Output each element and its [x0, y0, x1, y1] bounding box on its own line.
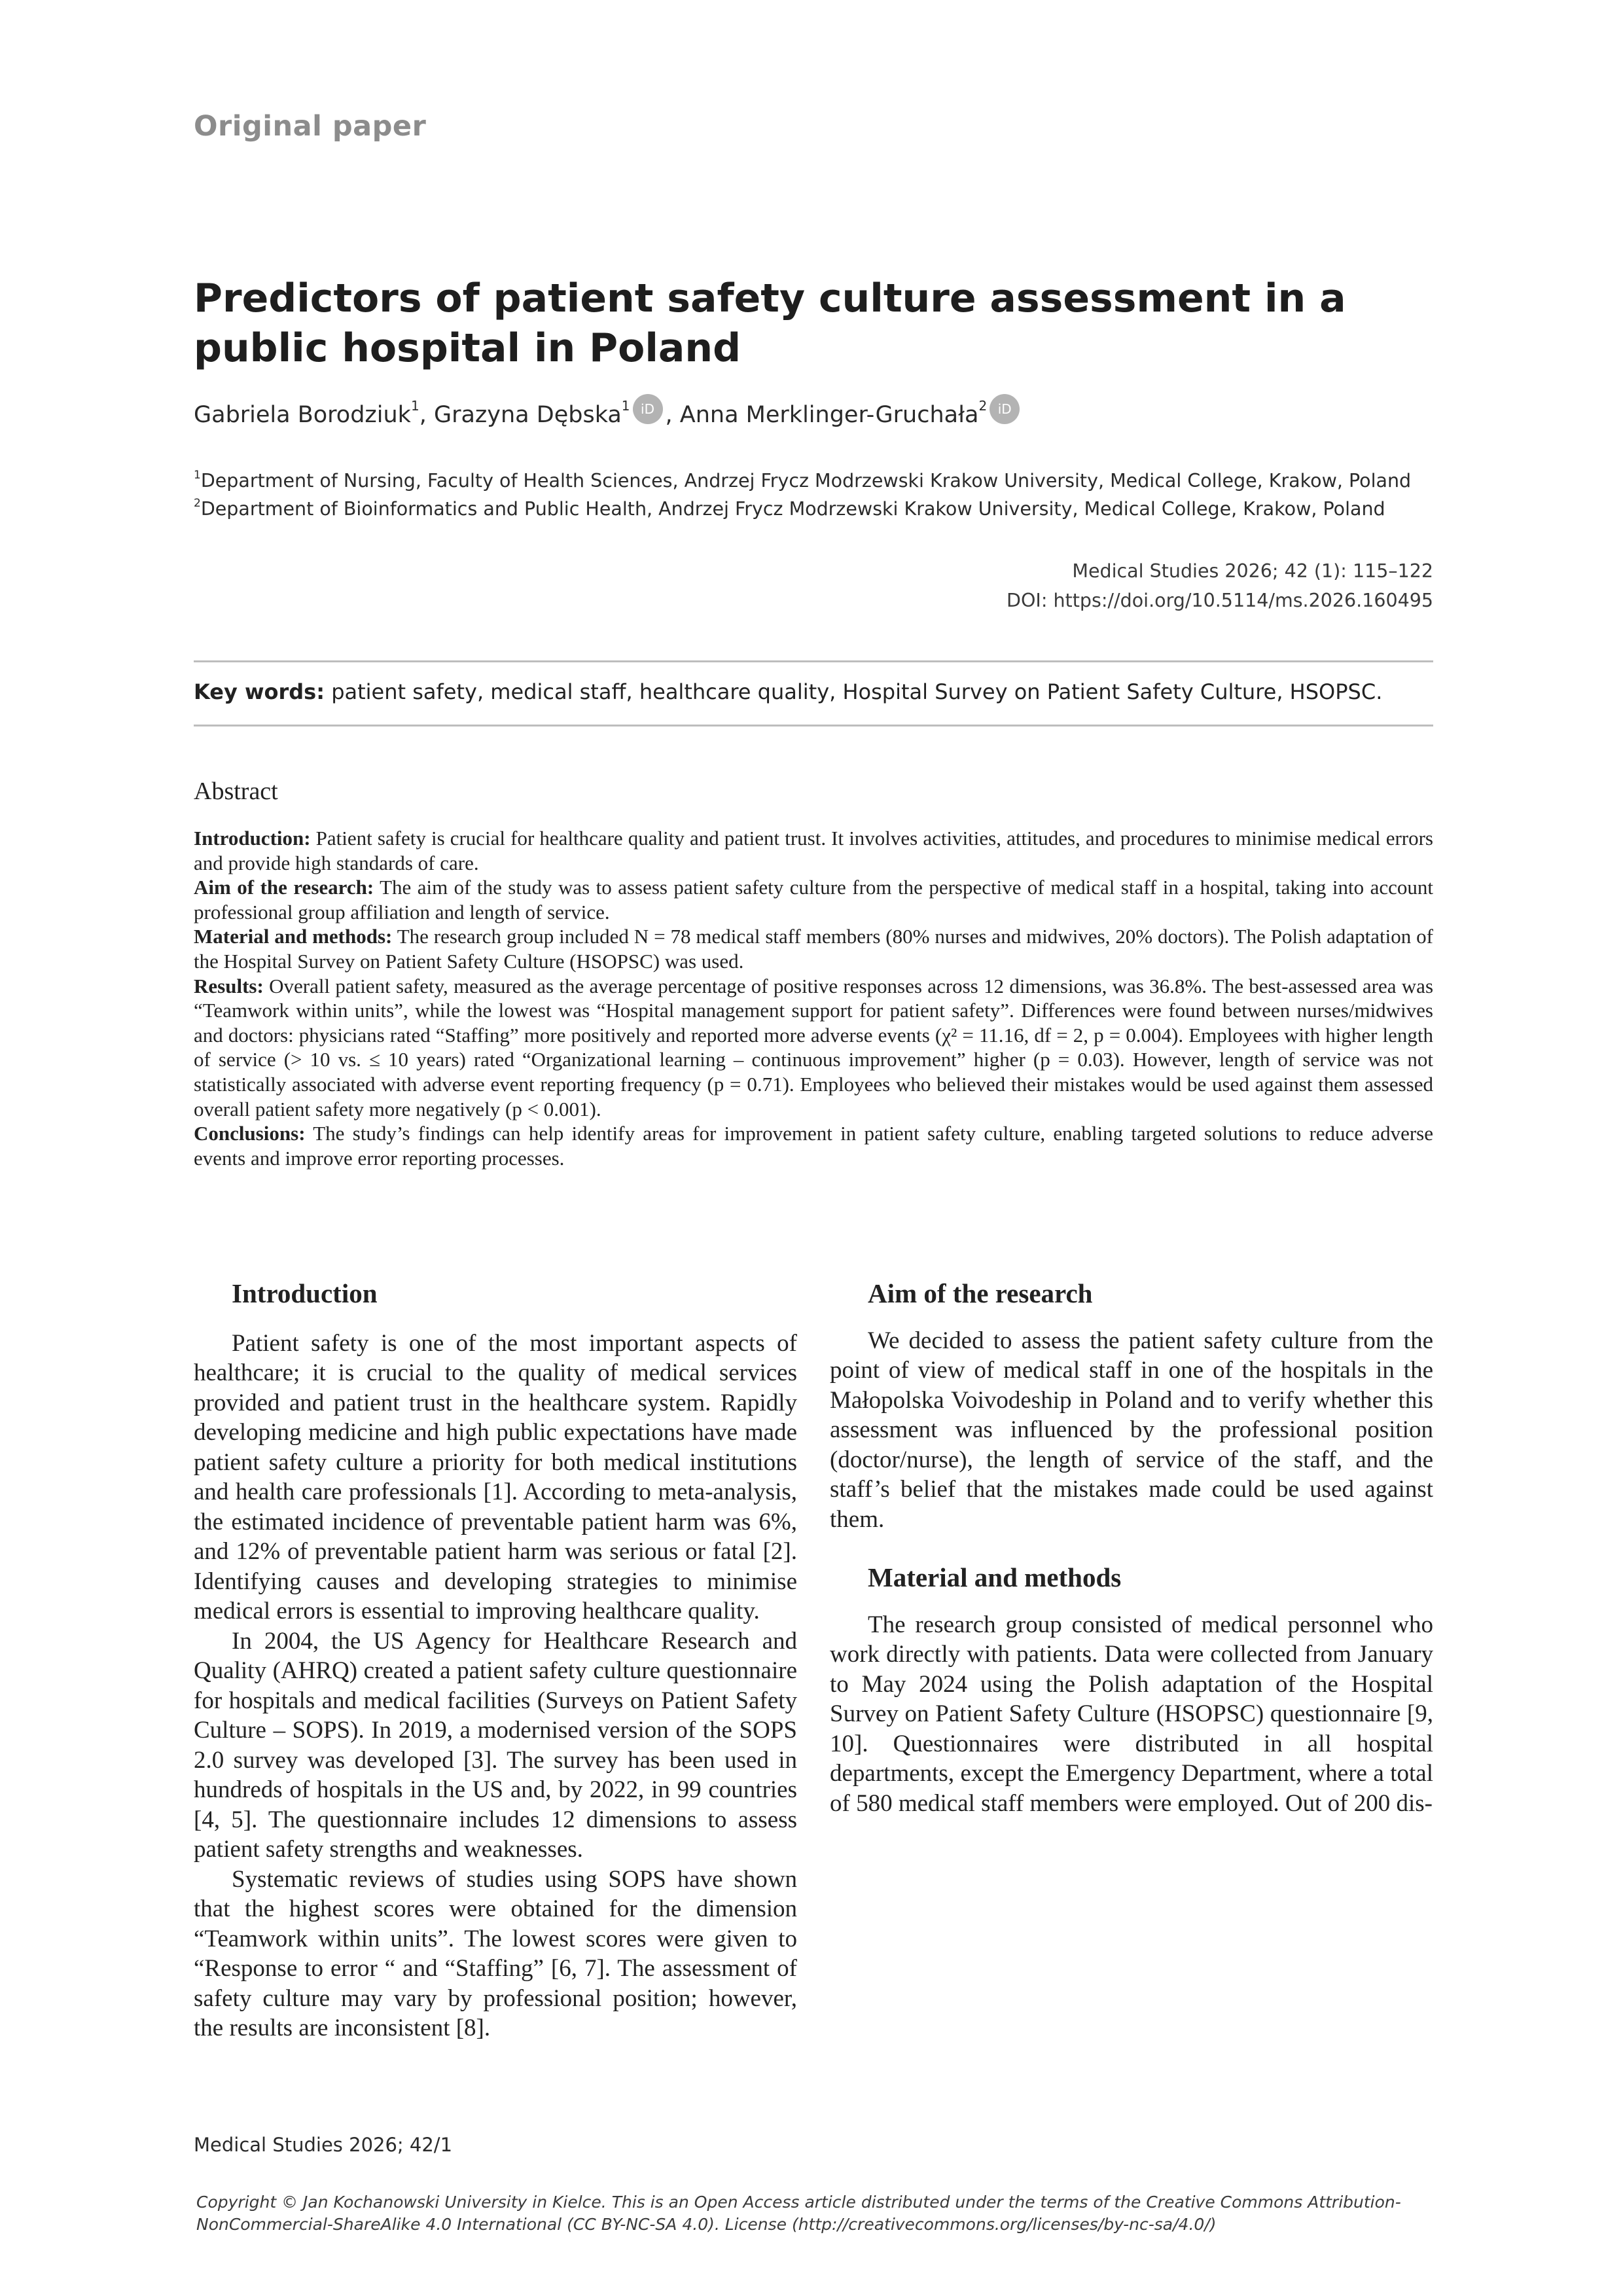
abstract-section	[194, 826, 1433, 875]
author-name: Grazyna Dębska	[433, 402, 622, 428]
abstract-section	[194, 875, 1433, 924]
abstract-body	[194, 826, 1433, 1170]
keywords-text: patient safety, medical staff, healthcare quality, Hospital Survey on Patient Safety Culture, HSOPSC.	[331, 679, 1383, 704]
license-text: Copyright © Jan Kochanowski University in Kielce. This is an Open Access article distributed under the terms of the Creative Commons Attribution-NonCommercial-ShareAlike 4.0 International (CC BY-NC-SA 4.0). License (http://creativecommons.org/licenses/by-nc-sa/4.0/)	[196, 2193, 1401, 2234]
abstract-section	[194, 974, 1433, 1122]
doi-link[interactable]: DOI: https://doi.org/10.5114/ms.2026.160495	[1007, 590, 1433, 611]
author-name: Gabriela Borodziuk	[194, 402, 411, 428]
author-name: Anna Merklinger-Gruchała	[679, 402, 979, 428]
author-list	[194, 398, 1022, 431]
body-column-left	[194, 1279, 797, 2043]
affiliation-text: Department of Bioinformatics and Public Health, Andrzej Frycz Modrzewski Krakow University, Medical College, Krakow, Poland	[200, 498, 1385, 520]
body-paragraph: Systematic reviews of studies using SOPS have shown that the highest scores were obtained for the dimension “Teamwork within units”. The lowest scores were given to “Response to error “ and “Staffing” [6, 7]. The assessment of safety culture may vary by professional position; however, the results are inconsistent [8].	[194, 1865, 797, 2041]
abstract-label: Introduction:	[194, 827, 311, 850]
body-paragraph: The research group consisted of medical personnel who work directly with patients. Data were collected from January to May 2024 using the Polish adaptation of the Hospital Survey on Patient Safety Culture (HSOPSC) questionnaire [9, 10]. Questionnaires were distributed in all hospital departments, except the Emergency Department, where a total of 580 medical staff members were employed. Out of 200 dis-	[830, 1611, 1433, 1817]
abstract-label: Material and methods:	[194, 925, 393, 948]
author-separator: ,	[665, 402, 680, 428]
body-paragraph: We decided to assess the patient safety culture from the point of view of medical staff in one of the hospitals in the Małopolska Voivodeship in Poland and to verify whether this assessment was influenced by the professional position (doctor/nurse), the length of service of the staff, and the staff’s belief that the mistakes made could be used against them.	[830, 1327, 1433, 1533]
affiliation-1	[194, 470, 1411, 492]
section-heading: Aim of the research	[868, 1278, 1093, 1308]
abstract-section	[194, 924, 1433, 973]
abstract-text: Patient safety is crucial for healthcare quality and patient trust. It involves activities, attitudes, and procedures to minimise medical errors and provide high standards of care.	[194, 827, 1433, 874]
affiliation-text: Department of Nursing, Faculty of Health Sciences, Andrzej Frycz Modrzewski Krakow University, Medical College, Krakow, Poland	[200, 470, 1412, 492]
author-separator: ,	[419, 402, 434, 428]
abstract-text: The aim of the study was to assess patient safety culture from the perspective of medical staff in a hospital, taking into account professional group affiliation and length of service.	[194, 876, 1433, 924]
section-heading: Material and methods	[868, 1562, 1122, 1592]
abstract-label: Conclusions:	[194, 1122, 306, 1145]
body-paragraph: Patient safety is one of the most important aspects of healthcare; it is crucial to the quality of medical services provided and patient trust in the healthcare system. Rapidly developing medicine and high public expectations have made patient safety culture a priority for both medical institutions and health care professionals [1]. According to meta-analysis, the estimated incidence of preventable patient harm was 6%, and 12% of preventable patient harm was serious or fatal [2]. Identifying causes and developing strategies to minimise medical errors is essential to improving healthcare quality.	[194, 1329, 797, 1624]
author-affiliation-marker: 1	[410, 398, 419, 414]
body-paragraph: In 2004, the US Agency for Healthcare Research and Quality (AHRQ) created a patient safety culture questionnaire for hospitals and medical facilities (Surveys on Patient Safety Culture – SOPS). In 2019, a modernised version of the SOPS 2.0 survey was developed [3]. The survey has been used in hundreds of hospitals in the US and, by 2022, in 99 countries [4, 5]. The questionnaire includes 12 dimensions to assess patient safety strengths and weaknesses.	[194, 1627, 797, 1863]
keywords	[194, 679, 1382, 704]
affiliation-2	[194, 498, 1385, 520]
orcid-icon[interactable]: iD	[633, 394, 663, 424]
affiliation-marker: 2	[194, 497, 201, 510]
divider	[194, 725, 1433, 726]
article-type-label: Original paper	[194, 110, 427, 143]
abstract-section	[194, 1121, 1433, 1170]
author-affiliation-marker: 1	[621, 398, 630, 414]
footer-journal: Medical Studies 2026; 42/1	[194, 2134, 453, 2156]
author-affiliation-marker: 2	[978, 398, 988, 414]
body-column-right	[830, 1279, 1433, 1818]
affiliation-marker: 1	[194, 469, 201, 482]
abstract-text: Overall patient safety, measured as the average percentage of positive responses across 12 dimensions, was 36.8%. The best-assessed area was “Teamwork within units”, while the lowest was “Hospital management support for patient safety”. Differences were found between nurses/midwives and doctors: physicians rated “Staffing” more positively and reported more adverse events (χ² = 11.16, df = 2, p = 0.004). Employees with higher length of service (> 10 vs. ≤ 10 years) rated “Organizational learning – continuous improvement” higher (p = 0.03). However, length of service was not statistically associated with adverse event reporting frequency (p = 0.71). Employees who believed their mistakes would be used against them assessed overall patient safety more negatively (p < 0.001).	[194, 974, 1434, 1121]
abstract-heading: Abstract	[194, 778, 278, 805]
abstract-label: Aim of the research:	[194, 876, 374, 899]
orcid-icon[interactable]: iD	[990, 394, 1020, 424]
journal-citation: Medical Studies 2026; 42 (1): 115–122	[1072, 560, 1433, 582]
divider	[194, 660, 1433, 662]
paper-title: Predictors of patient safety culture assessment in a public hospital in Poland	[194, 276, 1346, 371]
abstract-text: The study’s findings can help identify areas for improvement in patient safety culture, enabling targeted solutions to reduce adverse events and improve error reporting processes.	[194, 1122, 1433, 1170]
keywords-label: Key words:	[194, 679, 325, 704]
abstract-text: The research group included N = 78 medical staff members (80% nurses and midwives, 20% doctors). The Polish adaptation of the Hospital Survey on Patient Safety Culture (HSOPSC) was used.	[194, 925, 1433, 973]
abstract-label: Results:	[194, 974, 264, 997]
section-heading: Introduction	[232, 1278, 378, 1308]
